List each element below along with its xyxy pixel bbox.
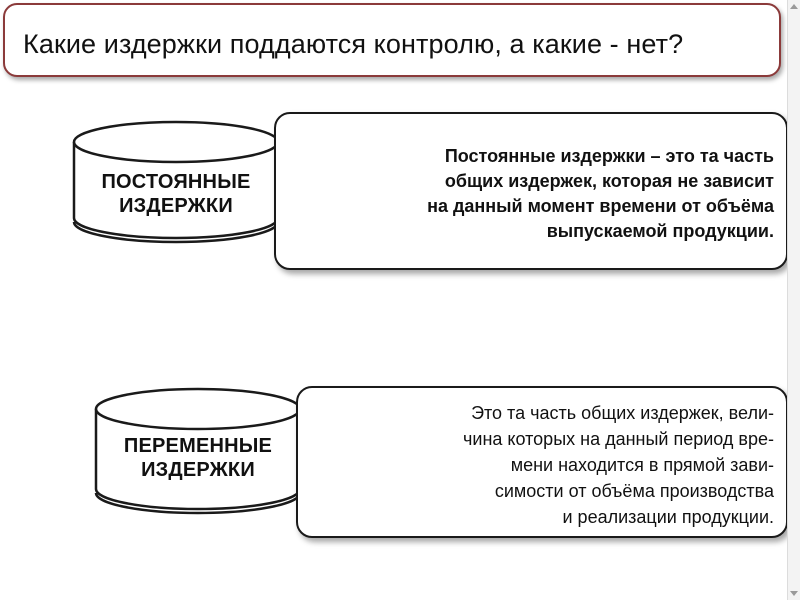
variable-costs-description-line: мени находится в прямой зави- (510, 455, 774, 475)
fixed-costs-label-line1: ПОСТОЯННЫЕ (101, 171, 251, 193)
slide-title: Какие издержки поддаются контролю, а какие - нет? (23, 29, 684, 59)
fixed-costs-description-line: Постоянные издержки – это та часть (444, 146, 774, 166)
fixed-costs-label (80, 170, 272, 218)
variable-costs-label-line2: ИЗДЕРЖКИ (141, 459, 255, 481)
title-box (3, 3, 781, 77)
variable-costs-description-line: Это та часть общих издержек, вели- (471, 403, 774, 423)
variable-costs-description-line: симости от объёма производства (494, 481, 774, 501)
variable-costs-description-line: чина которых на данный период вре- (463, 429, 774, 449)
fixed-costs-label-line2: ИЗДЕРЖКИ (119, 195, 233, 217)
variable-costs-description-line: и реализации продукции. (562, 507, 774, 527)
variable-costs-label (102, 434, 294, 482)
variable-costs-label-line1: ПЕРЕМЕННЫЕ (123, 435, 273, 457)
scroll-down-icon[interactable] (790, 591, 798, 596)
fixed-costs-description-line: на данный момент времени от объёма (427, 196, 774, 216)
variable-costs-description (310, 400, 774, 530)
fixed-costs-description (290, 144, 774, 244)
fixed-costs-description-line: выпускаемой продукции. (546, 221, 774, 241)
fixed-costs-description-line: общих издержек, которая не зависит (444, 171, 774, 191)
scroll-up-icon[interactable] (790, 4, 798, 9)
vertical-scrollbar[interactable] (787, 0, 800, 600)
